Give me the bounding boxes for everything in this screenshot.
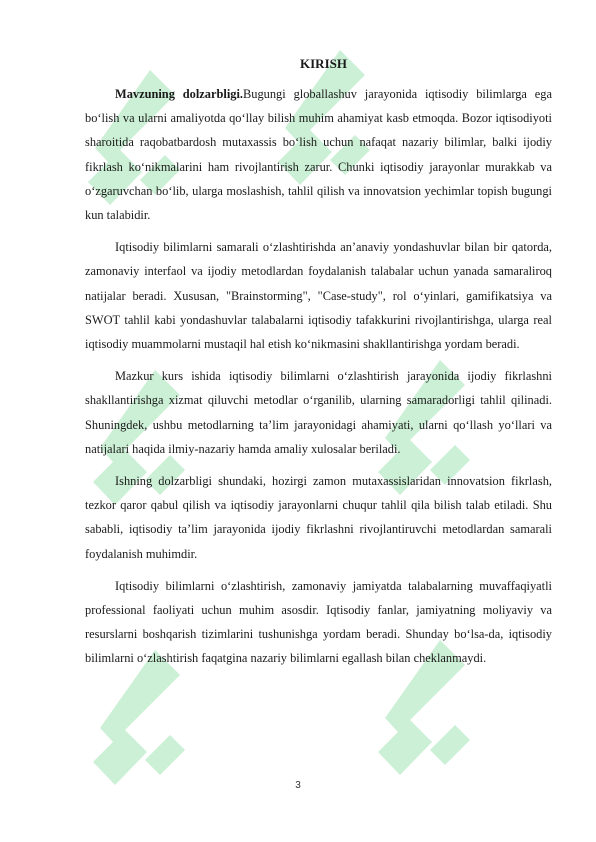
paragraph-text: Iqtisodiy bilimlarni samarali o‘zlashtirishda an’anaviy yondashuvlar bilan bir qatorda, zamonaviy interfaol va ijodiy metodlardan foydalanish talabalar uchun yanada samaraliroq natijalar beradi. Xususan, "Brainstorming", "Case-study", rol o‘yinlari, gamifikatsiya va SWOT tahlil kabi yondashuvlar talabalarni iqtisodiy tafakkurini rivojlantirishga, ularga real iqtisodiy muammolarni mustaqil hal etish ko‘nikmasini shakllantirishga yordam beradi. <box>85 240 552 352</box>
paragraph-1 <box>85 82 552 227</box>
paragraph-text: Mazkur kurs ishida iqtisodiy bilimlarni o‘zlashtirish jarayonida ijodiy fikrlashni shakllantirishga xizmat qiluvchi metodlar o‘rganilib, ularning samaradorligi tahlil qilinadi. Shuningdek, ushbu metodlarning ta’lim jarayonidagi ahamiyati, ularni qo‘llash yo‘llari va natijalari haqida ilmiy-nazariy hamda amaliy xulosalar beriladi. <box>85 369 552 456</box>
paragraph-2 <box>85 235 552 356</box>
paragraph-4 <box>85 469 552 566</box>
page-number: 3 <box>295 780 301 791</box>
paragraph-3 <box>85 364 552 461</box>
document-body <box>85 56 552 679</box>
paragraph-5 <box>85 574 552 671</box>
section-title: KIRISH <box>300 56 347 71</box>
paragraph-lead: Mavzuning dolzarbligi. <box>115 87 244 101</box>
paragraph-text: Iqtisodiy bilimlarni o‘zlashtirish, zamonaviy jamiyatda talabalarning muvaffaqiyatli professional faoliyati uchun muhim asosdir. Iqtisodiy fanlar, jamiyatning moliyaviy va resurslarni boshqarish tizimlarini tushunishga yordam beradi. Shunday bo‘lsa-da, iqtisodiy bilimlarni o‘zlashtirish faqatgina nazariy bilimlarni egallash bilan cheklanmaydi. <box>85 578 552 666</box>
paragraph-text: Ishning dolzarbligi shundaki, hozirgi zamon mutaxassislaridan innovatsion fikrlash, tezkor qaror qabul qilish va iqtisodiy jarayonlarni chuqur tahlil qila bilish talab etiladi. Shu sababli, iqtisodiy ta’lim jarayonida ijodiy fikrlashni rivojlantiruvchi metodlardan samarali foydalanish muhimdir. <box>85 474 552 561</box>
paragraph-text: Bugungi globallashuv jarayonida iqtisodiy bilimlarga ega bo‘lish va ularni amaliyotda qo‘llay bilish muhim ahamiyat kasb etmoqda. Bozor iqtisodiyoti sharoitida raqobatbardosh mutaxassis bo‘lish uchun nafaqat nazariy bilimlar, balki ijodiy fikrlash ko‘nikmalarini ham rivojlantirish zarur. Chunki iqtisodiy jarayonlar murakkab va o‘zgaruvchan bo‘lib, ularga moslashish, tahlil qilish va innovatsion yechimlar topish bugungi kun talabidir. <box>85 87 552 223</box>
